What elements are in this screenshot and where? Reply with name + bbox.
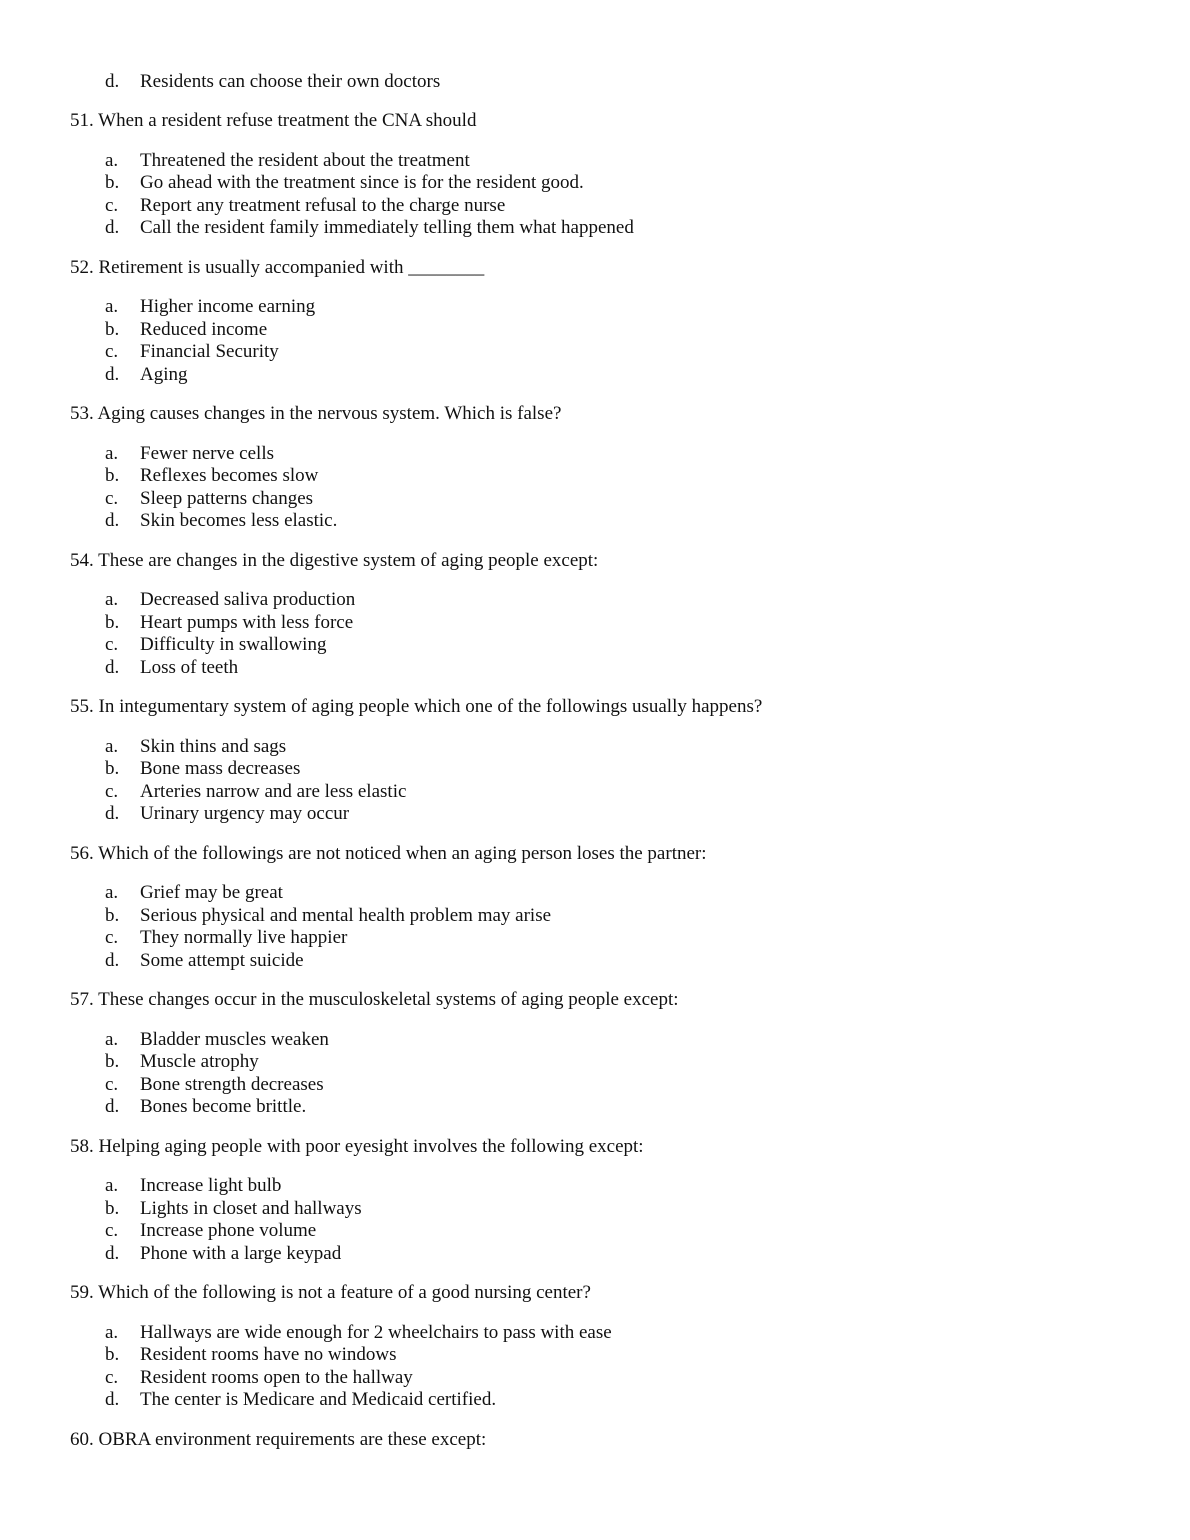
- option-text: Bones become brittle.: [140, 1096, 307, 1117]
- q58-option-c: [0, 1220, 1100, 1242]
- option-text: Go ahead with the treatment since is for the resident good.: [140, 172, 584, 193]
- option-text: Phone with a large keypad: [140, 1243, 342, 1264]
- question-54: 54. These are changes in the digestive system of aging people except:: [70, 550, 599, 571]
- option-text: Hallways are wide enough for 2 wheelchairs to pass with ease: [140, 1322, 612, 1343]
- option-carryover-d: [0, 71, 1100, 93]
- q53-option-c: [0, 488, 1100, 510]
- option-letter: a.: [105, 736, 119, 757]
- q53-option-d: [0, 510, 1100, 532]
- option-letter: d.: [105, 510, 120, 531]
- q55-option-c: [0, 781, 1100, 803]
- option-letter: b.: [105, 905, 120, 926]
- option-text: Aging: [140, 364, 188, 385]
- option-text: Lights in closet and hallways: [140, 1198, 362, 1219]
- q53-option-b: [0, 465, 1100, 487]
- q58-option-d: [0, 1243, 1100, 1265]
- option-letter: d.: [105, 71, 120, 92]
- option-letter: a.: [105, 443, 119, 464]
- option-text: Report any treatment refusal to the charge nurse: [140, 195, 506, 216]
- option-letter: b.: [105, 1344, 120, 1365]
- option-letter: c.: [105, 1220, 119, 1241]
- option-letter: b.: [105, 758, 120, 779]
- q56-option-b: [0, 905, 1100, 927]
- option-text: Call the resident family immediately telling them what happened: [140, 217, 634, 238]
- option-letter: d.: [105, 803, 120, 824]
- option-letter: a.: [105, 150, 119, 171]
- option-text: Financial Security: [140, 341, 279, 362]
- option-letter: c.: [105, 341, 119, 362]
- option-text: Loss of teeth: [140, 657, 239, 678]
- question-58: 58. Helping aging people with poor eyesight involves the following except:: [70, 1136, 644, 1157]
- q51-option-a: [0, 150, 1100, 172]
- option-text: Decreased saliva production: [140, 589, 356, 610]
- option-letter: b.: [105, 1198, 120, 1219]
- q57-option-a: [0, 1029, 1100, 1051]
- q54-option-b: [0, 612, 1100, 634]
- option-letter: d.: [105, 1096, 120, 1117]
- q54-option-d: [0, 657, 1100, 679]
- option-text: Fewer nerve cells: [140, 443, 274, 464]
- option-letter: a.: [105, 882, 119, 903]
- q59-option-c: [0, 1367, 1100, 1389]
- option-text: Muscle atrophy: [140, 1051, 259, 1072]
- q54-option-c: [0, 634, 1100, 656]
- option-letter: b.: [105, 319, 120, 340]
- q51-option-d: [0, 217, 1100, 239]
- q59-option-a: [0, 1322, 1100, 1344]
- option-letter: a.: [105, 296, 119, 317]
- q56-option-a: [0, 882, 1100, 904]
- option-text: The center is Medicare and Medicaid certified.: [140, 1389, 497, 1410]
- option-letter: a.: [105, 1322, 119, 1343]
- option-letter: a.: [105, 1175, 119, 1196]
- question-56: 56. Which of the followings are not noticed when an aging person loses the partner:: [70, 843, 707, 864]
- question-60: 60. OBRA environment requirements are these except:: [70, 1429, 487, 1450]
- q57-option-d: [0, 1096, 1100, 1118]
- option-text: Reduced income: [140, 319, 268, 340]
- q58-option-a: [0, 1175, 1100, 1197]
- option-text: Increase light bulb: [140, 1175, 282, 1196]
- q55-option-d: [0, 803, 1100, 825]
- q52-option-d: [0, 364, 1100, 386]
- option-text: Bladder muscles weaken: [140, 1029, 329, 1050]
- q56-option-c: [0, 927, 1100, 949]
- q58-option-b: [0, 1198, 1100, 1220]
- q59-option-d: [0, 1389, 1100, 1411]
- q51-option-b: [0, 172, 1100, 194]
- question-59: 59. Which of the following is not a feature of a good nursing center?: [70, 1282, 591, 1303]
- option-text: Urinary urgency may occur: [140, 803, 350, 824]
- option-letter: b.: [105, 1051, 120, 1072]
- option-text: Resident rooms have no windows: [140, 1344, 397, 1365]
- option-text: Serious physical and mental health problem may arise: [140, 905, 552, 926]
- option-letter: b.: [105, 612, 120, 633]
- option-text: Threatened the resident about the treatment: [140, 150, 470, 171]
- q56-option-d: [0, 950, 1100, 972]
- option-text: Residents can choose their own doctors: [140, 71, 441, 92]
- option-text: Increase phone volume: [140, 1220, 317, 1241]
- option-letter: c.: [105, 1074, 119, 1095]
- option-letter: d.: [105, 950, 120, 971]
- option-text: They normally live happier: [140, 927, 348, 948]
- option-letter: b.: [105, 172, 120, 193]
- option-text: Difficulty in swallowing: [140, 634, 327, 655]
- option-letter: d.: [105, 1389, 120, 1410]
- q53-option-a: [0, 443, 1100, 465]
- option-letter: c.: [105, 927, 119, 948]
- option-text: Reflexes becomes slow: [140, 465, 319, 486]
- option-letter: c.: [105, 1367, 119, 1388]
- option-letter: c.: [105, 781, 119, 802]
- option-letter: d.: [105, 1243, 120, 1264]
- q55-option-b: [0, 758, 1100, 780]
- option-text: Some attempt suicide: [140, 950, 304, 971]
- option-text: Bone mass decreases: [140, 758, 301, 779]
- question-52: 52. Retirement is usually accompanied with ________: [70, 257, 485, 278]
- option-text: Skin thins and sags: [140, 736, 287, 757]
- q54-option-a: [0, 589, 1100, 611]
- question-57: 57. These changes occur in the musculoskeletal systems of aging people except:: [70, 989, 679, 1010]
- option-letter: a.: [105, 589, 119, 610]
- option-text: Arteries narrow and are less elastic: [140, 781, 407, 802]
- option-letter: c.: [105, 488, 119, 509]
- q52-option-b: [0, 319, 1100, 341]
- question-51: 51. When a resident refuse treatment the CNA should: [70, 110, 477, 131]
- option-text: Resident rooms open to the hallway: [140, 1367, 413, 1388]
- option-text: Sleep patterns changes: [140, 488, 314, 509]
- option-letter: d.: [105, 657, 120, 678]
- q51-option-c: [0, 195, 1100, 217]
- option-letter: d.: [105, 217, 120, 238]
- q52-option-a: [0, 296, 1100, 318]
- option-letter: c.: [105, 195, 119, 216]
- option-letter: d.: [105, 364, 120, 385]
- option-letter: a.: [105, 1029, 119, 1050]
- option-letter: c.: [105, 634, 119, 655]
- q52-option-c: [0, 341, 1100, 363]
- option-text: Heart pumps with less force: [140, 612, 354, 633]
- option-text: Bone strength decreases: [140, 1074, 324, 1095]
- question-53: 53. Aging causes changes in the nervous system. Which is false?: [70, 403, 562, 424]
- q55-option-a: [0, 736, 1100, 758]
- q59-option-b: [0, 1344, 1100, 1366]
- option-text: Skin becomes less elastic.: [140, 510, 338, 531]
- option-text: Higher income earning: [140, 296, 316, 317]
- question-55: 55. In integumentary system of aging people which one of the followings usually happens?: [70, 696, 763, 717]
- q57-option-b: [0, 1051, 1100, 1073]
- option-text: Grief may be great: [140, 882, 283, 903]
- q57-option-c: [0, 1074, 1100, 1096]
- option-letter: b.: [105, 465, 120, 486]
